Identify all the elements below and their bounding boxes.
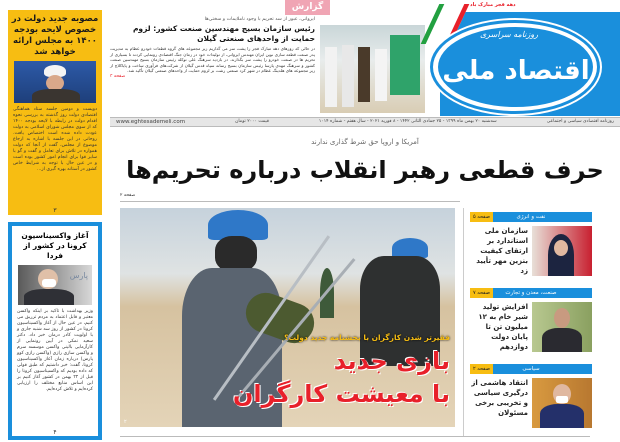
report-page: صفحه ۳ <box>110 73 126 79</box>
section-label: نفت و انرژی <box>516 214 546 220</box>
photo-headline-1: بازی جدید <box>333 347 450 375</box>
issue-date: سه‌شنبه ۲۰ بهمن ماه ۱۳۹۹ - ۲۵ جمادی الثانی ۱۴۴۲ - ۸ فوریه ۲۰۲۱ - سال هفتم - شماره ۱۰۱۴ <box>318 119 497 124</box>
page-number: ۴ <box>53 429 57 436</box>
budget-news-box[interactable] <box>8 10 102 215</box>
divider <box>463 208 464 436</box>
logo-tagline: روزنامه سراسری <box>480 30 539 39</box>
sidebar-item-energy[interactable] <box>470 212 592 276</box>
info-bar <box>110 117 620 127</box>
photo-headline-2: با معیشت کارگران <box>232 380 450 408</box>
minister-photo <box>18 265 92 305</box>
sidebar-item-politics[interactable] <box>470 364 592 428</box>
logo-name: اقتصاد ملی <box>442 56 590 86</box>
vaccine-body: وزیر بهداشت با تاکید بر اینکه واکسن معتبر و قابل اعتماد به مردم تزریق می کنیم، در عین حال از آغاز واکسیناسیون کرونا در کشور از روز سه شنبه جاری و با اولویت کادر درمان خبر داد. دکتر سعید نمکی در آیین رونمایی از کارآزمایی بالینی واکسن موسسه سرم و واکسن سازی رازی (واکسن رازی کوو پارس) درباره زمان آغاز واکسیناسیون کرونا، گفت: خبر داشتیم که طبق قولی که داده بودیم که واکسیناسیون کرونا را قبل از ۲۲ بهمن در کشور آغاز کنیم بر این اساس منابع مختلف را ارزیابی کرده‌ایم و تلاش کرده‌ایم. <box>17 309 93 392</box>
photo-sign: پارس <box>69 271 88 280</box>
report-title: رئیس سازمان بسیج مهندسین صنعت کشور: لزوم حمایت از واحدهای صنعتی گیلان <box>132 24 315 43</box>
workers-photo[interactable] <box>120 208 455 427</box>
sidebar-headline: سازمان ملی استاندارد بر ارتقای کیفیت بنزین مهر تأیید زد <box>476 227 528 275</box>
vaccine-headline: آغاز واکسیناسیون کرونا در کشور از فردا <box>21 231 89 260</box>
budget-body: دویست و دومین جلسه ستاد هماهنگی اقتصادی دولت روز گذشته به بررسی نحوه اقدام دولت در رابطه با لایحه بودجه ۱۴۰۰ که از سوی مجلس شورای اسلامی به دولت عودت داده شده است اختصاص یافت. روحانی در این جلسه با اشاره به ارجاع موضوع از مجلس، گفت از آنجا که دولت همواره در تلاش برای تعامل و گفت و گو با سایر قوا برای انجام امور کشور بوده است و در عین حال با توجه به شرایط خاص کشور در آستانه بهره گیری از... <box>13 107 97 172</box>
greeting: دهه فجر مبارک باد <box>470 2 516 8</box>
sidebar-item-industry[interactable] <box>470 288 592 352</box>
divider <box>120 201 460 202</box>
photo-page: ۲ <box>124 419 127 425</box>
report-body: در حالی که روزهای دهه مبارک فجر را پشت سر می گذاریم زیر مجموعه های گروه قطعات خودرو عظام به مدیریت پدر صنعت قطعه سازی نوین ایران مهندس ایروانی، از تولیدات خود در زمان جنگ اقتصادی رونمایی کردند تا بسیاری از تحریم ها در صنعت خودرو را پشت سر بگذارند. در بازدید سرهنگ علی توکله رئیس سازمان بسیج مهندسین صنعت کشور و سرهنگ مهدی پارسا رئیس سازمان بسیج رسانه سپاه قدس گیلان از شرکت‌های فرآوری ساخت و پایاکلاچ از زیر مجموعه های هلدینگ عظام در شهر کرد صنعتی رشت بر لزوم حمایت از واحدهای صنعتی گیلان تأکید شد. <box>110 46 315 73</box>
report-article[interactable] <box>110 17 315 80</box>
photo-kicker: فقیرتر شدن کارگران با بخشنامه جدید دولت؟ <box>284 333 450 342</box>
page-number: ۳ <box>53 207 57 214</box>
report-tag: گزارش <box>285 0 330 15</box>
rouhani-photo <box>14 61 96 103</box>
section-page: صفحه ۲ <box>470 364 493 374</box>
budget-headline: مصوبه جدید دولت در خصوص لایحه بودجه ۱۴۰۰ به مجلس ارائه خواهد شد <box>11 14 99 57</box>
sidebar-headline: افزایش تولید شیر خام به ۱۲ میلیون تن تا پایان دولت دوازدهم <box>478 303 528 351</box>
paper-description: روزنامه اقتصادی سیاسی و اجتماعی <box>546 119 614 124</box>
report-kicker: ایروانی، عبور از سد تحریم با وجود ناملایمات و سختی‌ها <box>204 17 315 22</box>
sidebar-headline: انتقاد هاشمی از درگیری سیاسی و تخریبی برخی مسئولان <box>471 379 528 417</box>
vaccine-news-box[interactable] <box>8 222 102 440</box>
main-kicker: آمریکا و اروپا حق شرط گذاری ندارند <box>311 138 419 146</box>
report-photo <box>320 25 425 113</box>
official-photo <box>532 226 592 276</box>
official-photo <box>532 378 592 428</box>
main-headline[interactable]: حرف قطعی رهبر انقلاب درباره تحریم‌ها <box>126 156 604 184</box>
main-page: صفحه ۲ <box>120 193 136 198</box>
price: قیمت ۲۰۰۰ تومان <box>235 119 269 124</box>
divider <box>120 436 590 437</box>
section-page: صفحه ۷ <box>470 288 493 298</box>
section-page: صفحه ۵ <box>470 212 493 222</box>
section-label: صنعت، معدن و تجارت <box>505 290 557 296</box>
website-link[interactable]: www.eghtesademeli.com <box>116 119 186 125</box>
official-photo <box>532 302 592 352</box>
section-label: سیاسی <box>522 366 540 372</box>
